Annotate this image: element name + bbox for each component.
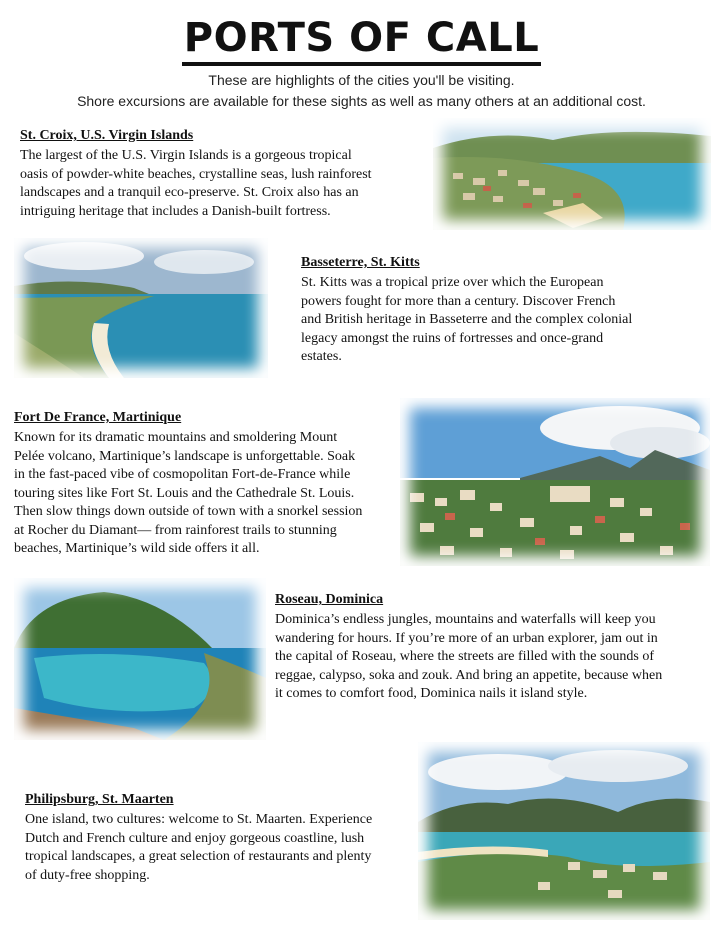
port-description [25,811,420,885]
text-line: touring sites like Fort St. Louis and the Cathedrale St. Louis. [14,485,355,501]
port-fort-de-france [14,409,409,559]
photo-roseau [14,578,266,740]
text-line: of duty-free shopping. [25,867,150,883]
port-heading: Roseau, Dominica [275,592,384,607]
port-description [14,429,409,559]
port-philipsburg [25,791,420,885]
intro-line: Shore excursions are available for these sights as well as many others at an additional cost. [77,93,646,109]
text-line: beaches, Martinique’s wild side offers it all. [14,541,260,556]
text-line: Dominica’s endless jungles, mountains and waterfalls will keep you [275,612,656,627]
port-description [301,274,711,367]
port-st-croix [20,127,430,221]
text-line: oasis of powder-white beaches, crystalline seas, lush rainforest [20,166,372,182]
text-line: in the fast-paced vibe of cosmopolitan Fort-de-France while [14,467,351,482]
text-line: Pelée volcano, Martinique’s landscape is unforgettable. Soak [14,448,356,464]
text-line: The largest of the U.S. Virgin Islands is a gorgeous tropical [20,148,352,163]
text-line: the capital of Roseau, where the streets are filled with the sounds of [275,649,655,664]
text-line: tropical landscapes, a great selection of restaurants and plenty [25,849,372,864]
port-heading: Philipsburg, St. Maarten [25,792,174,807]
port-heading: St. Croix, U.S. Virgin Islands [20,128,194,143]
port-heading: Basseterre, St. Kitts [301,255,420,270]
text-line: Known for its dramatic mountains and smoldering Mount [14,430,338,445]
text-line: landscapes and a tranquil eco-preserve. St. Croix also has an [20,185,359,200]
port-heading: Fort De France, Martinique [14,410,182,425]
photo-st-croix [433,118,711,230]
text-line: it comes to comfort food, Dominica nails it island style. [275,686,588,701]
text-line: reggae, calypso, soka and zouk. And bring an appetite, because when [275,667,663,683]
text-line: Then slow things down outside of town with a snorkel session [14,504,363,519]
text-line: at Rocher du Diamant— from rainforest trails to stunning [14,522,337,538]
text-line: powers fought for more than a century. Discover French [301,293,616,309]
text-line: One island, two cultures: welcome to St. Maarten. Experience [25,812,373,827]
page-title: PORTS OF CALL [0,14,723,62]
text-line: intriguing heritage that includes a Danish-built fortress. [20,203,331,219]
text-line: and British heritage in Basseterre and the complex colonial [301,312,633,327]
photo-fort-de-france [400,398,710,566]
text-line: estates. [301,349,342,364]
text-line: legacy amongst the ruins of fortresses and once-grand [301,330,604,346]
text-line: wandering for hours. If you’re more of an urban explorer, jam out in [275,630,658,646]
port-roseau [275,591,715,704]
port-basseterre [301,254,711,367]
photo-philipsburg [418,742,710,920]
port-description [275,611,715,704]
text-line: Dutch and French culture and enjoy gorgeous coastline, lush [25,830,365,846]
intro-line: These are highlights of the cities you'll be visiting. [208,72,515,88]
photo-basseterre [14,238,268,378]
text-line: St. Kitts was a tropical prize over which the European [301,275,604,290]
port-description [20,147,430,221]
